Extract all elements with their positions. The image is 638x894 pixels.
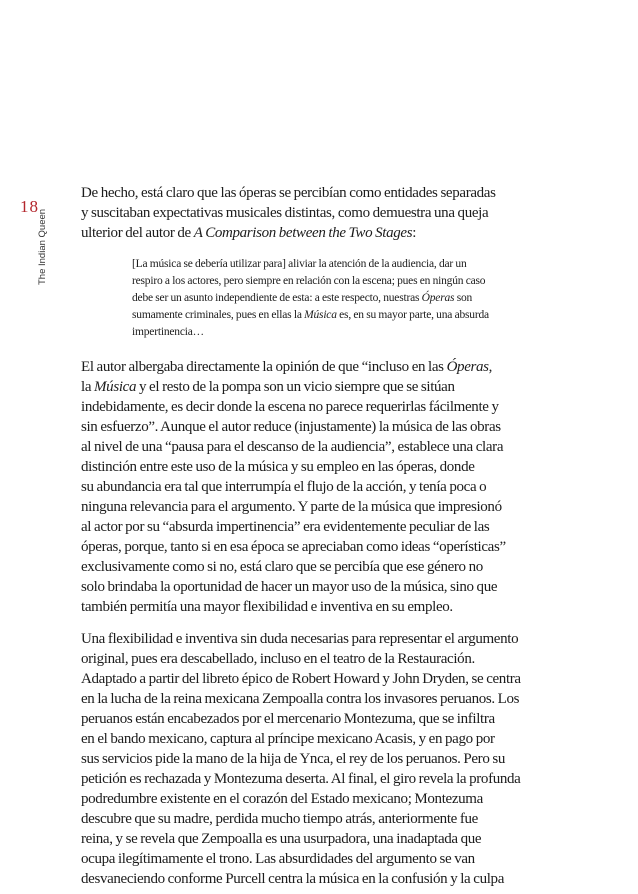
para3-line: petición es rechazada y Montezuma deserta. Al final, el giro revela la profunda bbox=[81, 771, 521, 787]
para2-line: distinción entre este uso de la música y su empleo en las óperas, donde bbox=[81, 459, 475, 475]
italic-musica: Música bbox=[94, 379, 137, 395]
para2-line: óperas, porque, tanto si en esa época se apreciaban como ideas “operísticas” bbox=[81, 539, 506, 555]
para3-line: en el bando mexicano, captura al príncipe mexicano Acasis, y en pago por bbox=[81, 731, 495, 747]
para2-line: su abundancia era tal que interrumpía el flujo de la acción, y tenía poca o bbox=[81, 479, 487, 495]
quote-musica: Música bbox=[304, 309, 337, 321]
para3-line: desvaneciendo conforme Purcell centra la música en la confusión y la culpa bbox=[81, 871, 505, 887]
quote-line: debe ser un asunto independiente de esta: a este respecto, nuestras Óperas son bbox=[132, 292, 473, 304]
intro-line: De hecho, está claro que las óperas se percibían como entidades separadas bbox=[81, 185, 496, 201]
para2-line: también permitía una mayor flexibilidad e inventiva en su empleo. bbox=[81, 599, 453, 615]
para3-line: Una flexibilidad e inventiva sin duda necesarias para representar el argumento bbox=[81, 631, 519, 647]
italic-operas: Óperas bbox=[446, 359, 489, 375]
quote-line: [La música se debería utilizar para] aliviar la atención de la audiencia, dar un bbox=[132, 258, 467, 270]
para2-line: la Música y el resto de la pompa son un vicio siempre que se sitúan bbox=[81, 379, 455, 395]
quote-line: impertinencia… bbox=[132, 326, 204, 338]
body-text bbox=[81, 183, 561, 889]
paragraph-2 bbox=[81, 357, 561, 617]
para3-line: ocupa ilegítimamente el trono. Las absurdidades del argumento se van bbox=[81, 851, 475, 867]
page-number: 18 bbox=[20, 197, 39, 216]
para3-line: reina, y se revela que Zempoalla es una usurpadora, una inadaptada que bbox=[81, 831, 482, 847]
para2-line: El autor albergaba directamente la opinión de que “incluso en las Óperas, bbox=[81, 359, 493, 375]
para2-line: exclusivamente como si no, está claro que se percibía que ese género no bbox=[81, 559, 483, 575]
para3-line: en la lucha de la reina mexicana Zempoalla contra los invasores peruanos. Los bbox=[81, 691, 520, 707]
para2-line: solo brindaba la oportunidad de hacer un mayor uso de la música, sino que bbox=[81, 579, 498, 595]
para3-line: podredumbre existente en el corazón del Estado mexicano; Montezuma bbox=[81, 791, 483, 807]
quote-operas: Óperas bbox=[421, 292, 455, 304]
paragraph-3 bbox=[81, 629, 561, 889]
para3-line: sus servicios pide la mano de la hija de Ynca, el rey de los peruanos. Pero su bbox=[81, 751, 506, 767]
block-quote bbox=[132, 256, 561, 341]
work-title: A Comparison between the Two Stages bbox=[193, 225, 413, 241]
para2-line: al actor por su “absurda impertinencia” era evidentemente peculiar de las bbox=[81, 519, 490, 535]
para2-line: indebidamente, es decir donde la escena no parece requerirlas fácilmente y bbox=[81, 399, 499, 415]
para3-line: descubre que su madre, perdida mucho tiempo atrás, anteriormente fue bbox=[81, 811, 478, 827]
para3-line: Adaptado a partir del libreto épico de Robert Howard y John Dryden, se centra bbox=[81, 671, 521, 687]
running-head: The Indian Queen bbox=[37, 208, 48, 285]
quote-line: respiro a los actores, pero siempre en relación con la escena; pues en ningún caso bbox=[132, 275, 486, 287]
quote-line: sumamente criminales, pues en ellas la Música es, en su mayor parte, una absurda bbox=[132, 309, 489, 321]
para2-line: ninguna relevancia para el argumento. Y parte de la música que impresionó bbox=[81, 499, 502, 515]
intro-line: ulterior del autor de A Comparison between the Two Stages: bbox=[81, 225, 417, 241]
para2-line: al nivel de una “pausa para el descanso de la audiencia”, establece una clara bbox=[81, 439, 504, 455]
intro-paragraph bbox=[81, 183, 561, 243]
para3-line: original, pues era descabellado, incluso en el teatro de la Restauración. bbox=[81, 651, 475, 667]
para2-line: sin esfuerzo”. Aunque el autor reduce (injustamente) la música de las obras bbox=[81, 419, 501, 435]
para3-line: peruanos están encabezados por el mercenario Montezuma, que se infiltra bbox=[81, 711, 495, 727]
intro-line: y suscitaban expectativas musicales distintas, como demuestra una queja bbox=[81, 205, 489, 221]
